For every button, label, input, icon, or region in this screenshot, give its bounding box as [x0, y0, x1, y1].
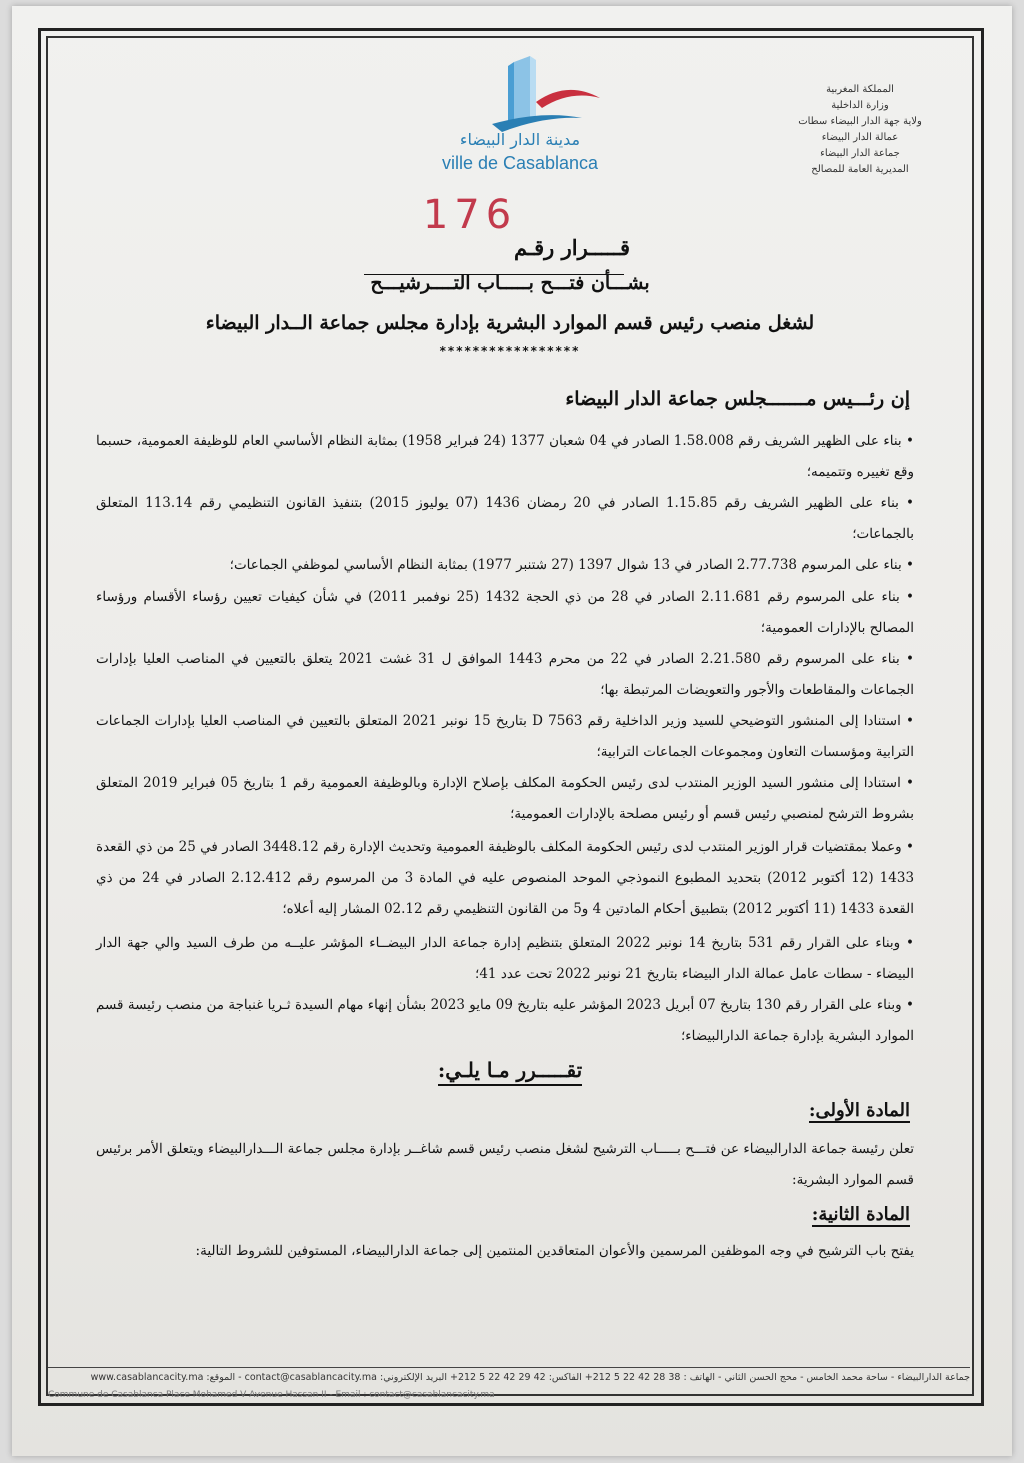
- admin-line: عمالة الدار البيضاء: [821, 132, 899, 143]
- recital-paragraph: • بناء على المرسوم 2.77.738 الصادر في 13 شوال 1397 (27 شتنبر 1977) بمثابة النظام الأساسي لموظفي الجماعات؛: [229, 557, 914, 573]
- decision-number: 176: [422, 192, 518, 238]
- recital-paragraph: • بناء على المرسوم رقم 2.21.580 الصادر في 22 من محرم 1443 الموافق ل 31 غشت 2021 يتعلق بالتعيين في المناصب العليا بإدارات الجماعات والمقاطعات والأجور والتعويضات المرتبطة بها؛: [96, 651, 914, 698]
- administrative-header: [780, 82, 940, 178]
- footer-address-line: Commune de Casablanca Place Mohamed V Avenue Hassan II - Email : contact@casablancacity.ma: [48, 1390, 495, 1400]
- article2-title: المادة الثانية:: [811, 1204, 910, 1225]
- recital-paragraph: • استنادا إلى منشور السيد الوزير المنتدب لدى رئيس الحكومة المكلف بإصلاح الإدارة وبالوظيفة العمومية رقم 1 بتاريخ 05 فبراير 2019 المتعلق بشروط الترشح لمنصبي رئيس قسم أو رئيس مصلحة بالإدارات العمومية؛: [96, 775, 914, 822]
- recital-paragraph: • استنادا إلى المنشور التوضيحي للسيد وزير الداخلية رقم D 7563 بتاريخ 15 نونبر 2021 المتعلق بالتعيين في المناصب العليا بإدارات الجماعات الترابية ومؤسسات التعاون ومجموعات الجماعات الترابية؛: [96, 713, 914, 760]
- admin-line: وزارة الداخلية: [831, 100, 889, 111]
- subject-title-line1: بشـــأن فتـــح بـــــاب التــــرشيـــح: [370, 272, 650, 294]
- subject-title-line2: لشغل منصب رئيس قسم الموارد البشرية بإدارة مجلس جماعة الــدار البيضاء: [205, 312, 815, 334]
- article2-text: يفتح باب الترشيح في وجه الموظفين المرسمين والأعوان المتعاقدين المنتمين إلى جماعة الدارالبيضاء، المستوفين للشروط التالية:: [195, 1243, 914, 1259]
- article2-heading: [100, 1204, 910, 1225]
- recital-paragraph: • وبناء على القرار رقم 531 بتاريخ 14 نونبر 2022 المتعلق بتنظيم إدارة جماعة الدار البيضــاء المؤشر عليــه من طرف السيد والي جهة الدار البيضاء - سطات عامل عمالة الدار البيضاء بتاريخ 21 نونبر 2022 تحت عدد 41؛: [96, 935, 914, 982]
- article1-title: المادة الأولى:: [808, 1100, 910, 1121]
- president-line: إن رئـــيس مـــــــجلس جماعة الدار البيضاء: [565, 388, 910, 410]
- admin-line: جماعة الدار البيضاء: [820, 148, 900, 159]
- recital-paragraph: • بناء على الظهير الشريف رقم 1.15.85 الصادر في 20 رمضان 1436 (07 يوليوز 2015) بتنفيذ القانون التنظيمي رقم 113.14 المتعلق بالجماعات؛: [96, 495, 914, 542]
- admin-line: المملكة المغربية: [826, 84, 894, 95]
- logo-french-text: ville de Casablanca: [441, 153, 599, 173]
- recital-paragraph: • بناء على المرسوم رقم 2.11.681 الصادر في 28 من ذي الحجة 1432 (25 نوفمبر 2011) في شأن كيفيات تعيين رؤساء الأقسام ورؤساء المصالح بالإدارات العمومية؛: [96, 589, 914, 636]
- decides-heading: [100, 1058, 920, 1082]
- article1-text: تعلن رئيسة جماعة الدارالبيضاء عن فتـــح بـــــاب الترشيح لشغل منصب رئيس قسم شاغــر بإدارة مجلس جماعة الـــدارالبيضاء ويتعلق الأمر برئيس قسم الموارد البشرية:: [96, 1141, 914, 1188]
- admin-line: المديرية العامة للمصالح: [811, 164, 909, 175]
- decision-label: قـــــرار رقـم: [514, 235, 630, 260]
- admin-line: ولاية جهة الدار البيضاء سطات: [798, 116, 922, 127]
- logo-arabic-text: مدينة الدار البيضاء: [459, 130, 581, 149]
- recital-paragraph: • بناء على الظهير الشريف رقم 1.58.008 الصادر في 04 شعبان 1377 (24 فبراير 1958) بمثابة النظام الأساسي العام للوظيفة العمومية، حسبما وقع تغييره وتتميمه؛: [96, 433, 915, 480]
- recital-paragraph: • وعملا بمقتضيات قرار الوزير المنتدب لدى رئيس الحكومة المكلف بالوظيفة العمومية وتحديث الإدارة رقم 3448.12 الصادر في 25 من ذي القعدة 1433 (12 أكتوبر 2012) بتحديد المطبوع النموذجي الموحد المنصوص عليه في المادة 3 من المرسوم رقم 2.12.412 الصادر في 24 من ذي القعدة 1433 (11 أكتوبر 2012) بتطبيق أحكام المادتين 4 و5 من القانون التنظيمي رقم 02.12 المشار إليه أعلاه؛: [96, 839, 915, 917]
- footer-divider: [48, 1367, 970, 1368]
- footer-contact-line: جماعة الدارالبيضاء - ساحة محمد الخامس - محج الحسن الثاني - الهاتف : 38 28 42 22 5 212+ الفاكس: 42 29 42 22 5 212+ البريد الإلكتروني: contact@casablancacity.ma - الموقع: www.casablancacity.ma: [90, 1372, 970, 1383]
- decides-text: تقـــــرر مـا يلـي:: [438, 1058, 582, 1086]
- recital-paragraph: • وبناء على القرار رقم 130 بتاريخ 07 أبريل 2023 المؤشر عليه بتاريخ 09 مايو 2023 بشأن إنهاء مهام السيدة ثـريا غنباجة من منصب رئيسة قسم الموارد البشرية بإدارة جماعة الدارالبيضاء؛: [96, 997, 914, 1044]
- stars-separator: *****************: [439, 344, 581, 358]
- article1-heading: [100, 1100, 910, 1121]
